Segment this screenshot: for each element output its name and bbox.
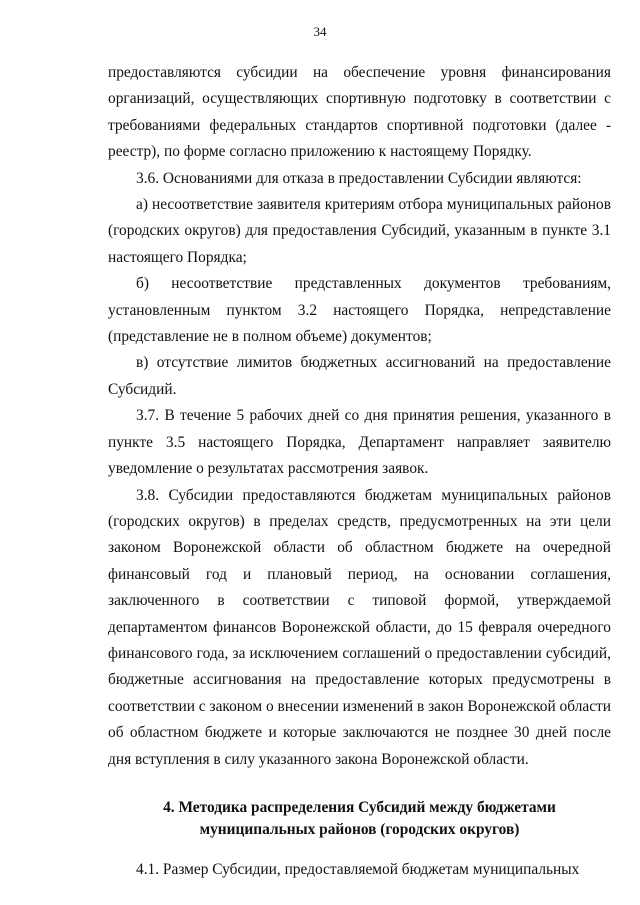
section-heading xyxy=(108,797,611,841)
paragraph-registry-continuation: предоставляются субсидии на обеспечение уровня финансирования организаций, осуществляющих спортивную подготовку в соответствии с требованиями федеральных стандартов спортивной подготовки (далее - реестр), по форме согласно приложению к настоящему Порядку. xyxy=(108,64,611,161)
page-number: 34 xyxy=(313,24,327,39)
section-heading-line-2: муниципальных районов (городских округов) xyxy=(199,820,520,838)
paragraph-3-7: 3.7. В течение 5 рабочих дней со дня принятия решения, указанного в пункте 3.5 настоящего Порядка, Департамент направляет заявителю уведомление о результатах рассмотрения заявок. xyxy=(108,407,611,478)
paragraph-3-6-v: в) отсутствие лимитов бюджетных ассигнований на предоставление Субсидий. xyxy=(108,354,611,398)
document-body xyxy=(108,60,611,883)
paragraph-3-6-a: а) несоответствие заявителя критериям отбора муниципальных районов (городских округов) для предоставления Субсидий, указанным в пункте 3.1 настоящего Порядка; xyxy=(108,196,611,266)
paragraph-3-6: 3.6. Основаниями для отказа в предоставлении Субсидии являются: xyxy=(136,169,582,187)
paragraph-3-8: 3.8. Субсидии предоставляются бюджетам муниципальных районов (городских округов) в пределах средств, предусмотренных на эти цели законом Воронежской области об областном бюджете на очередной финансовый год и плановый период, на основании соглашения, заключенного в соответствии с типовой формой, утверждаемой департаментом финансов Воронежской области, до 15 февраля очередного финансового года, за исключением соглашений о предоставлении субсидий, бюджетные ассигнования на предоставление которых предусмотрены в соответствии с законом о внесении изменений в закон Воронежской области об областном бюджете и которые заключаются не позднее 30 дней после дня вступления в силу указанного закона Воронежской области. xyxy=(108,486,612,768)
paragraph-4-1: 4.1. Размер Субсидии, предоставляемой бюджетам муниципальных xyxy=(136,860,580,878)
section-heading-line-1: 4. Методика распределения Субсидий между бюджетами xyxy=(163,798,556,816)
paragraph-3-6-b: б) несоответствие представленных документов требованиям, установленным пунктом 3.2 настоящего Порядка, непредставление (представление не в полном объеме) документов; xyxy=(108,275,611,346)
